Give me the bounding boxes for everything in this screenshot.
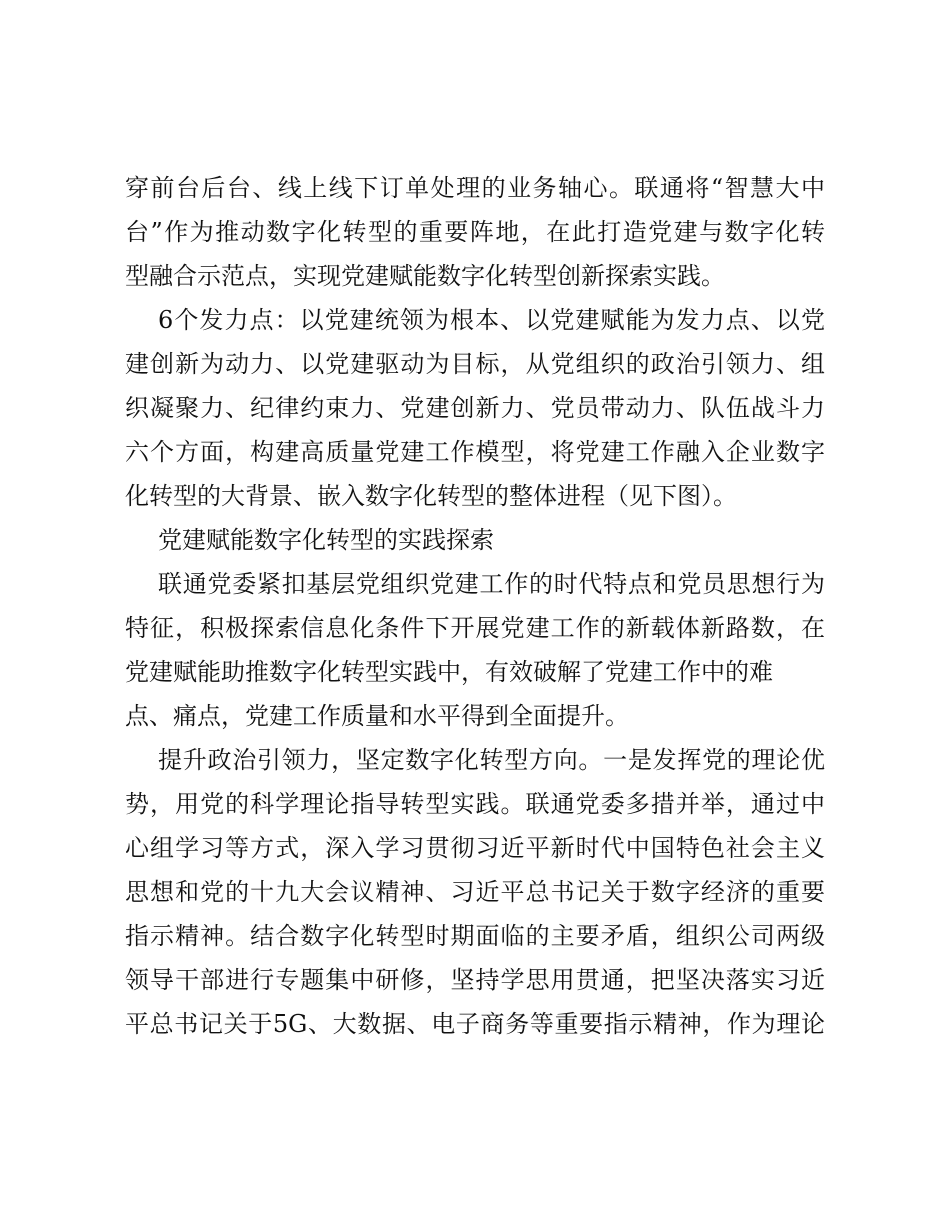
text-line: 建创新为动力、以党建驱动为目标，从党组织的政治引领力、组: [125, 350, 825, 378]
text-line: 特征，积极探索信息化条件下开展党建工作的新载体新路数，在: [125, 614, 825, 642]
text-line: 平总书记关于5G、大数据、电子商务等重要指示精神，作为理论: [125, 1010, 825, 1038]
text-line: 台”作为推动数字化转型的重要阵地，在此打造党建与数字化转: [125, 218, 825, 246]
paragraph-first-line: 联通党委紧扣基层党组织党建工作的时代特点和党员思想行为: [158, 570, 825, 598]
text-line: 势，用党的科学理论指导转型实践。联通党委多措并举，通过中: [125, 790, 825, 818]
text-line: 领导干部进行专题集中研修，坚持学思用贯通，把坚决落实习近: [125, 966, 825, 994]
text-line: 思想和党的十九大会议精神、习近平总书记关于数字经济的重要: [125, 878, 825, 906]
paragraph-first-line: 6个发力点：以党建统领为根本、以党建赋能为发力点、以党: [158, 306, 825, 334]
text-line: 党建赋能助推数字化转型实践中，有效破解了党建工作中的难: [125, 658, 773, 686]
text-line: 化转型的大背景、嵌入数字化转型的整体进程（见下图）。: [125, 482, 737, 510]
text-line: 指示精神。结合数字化转型时期面临的主要矛盾，组织公司两级: [125, 922, 825, 950]
text-line: 心组学习等方式，深入学习贯彻习近平新时代中国特色社会主义: [125, 834, 825, 862]
section-heading: 党建赋能数字化转型的实践探索: [158, 526, 494, 554]
text-line: 穿前台后台、线上线下订单处理的业务轴心。联通将“智慧大中: [125, 174, 825, 202]
text-line: 型融合示范点，实现党建赋能数字化转型创新探索实践。: [125, 262, 725, 290]
text-line: 六个方面，构建高质量党建工作模型，将党建工作融入企业数字: [125, 438, 825, 466]
paragraph-first-line: 提升政治引领力，坚定数字化转型方向。一是发挥党的理论优: [158, 746, 825, 774]
text-line: 织凝聚力、纪律约束力、党建创新力、党员带动力、队伍战斗力: [125, 394, 825, 422]
text-line: 点、痛点，党建工作质量和水平得到全面提升。: [125, 702, 629, 730]
